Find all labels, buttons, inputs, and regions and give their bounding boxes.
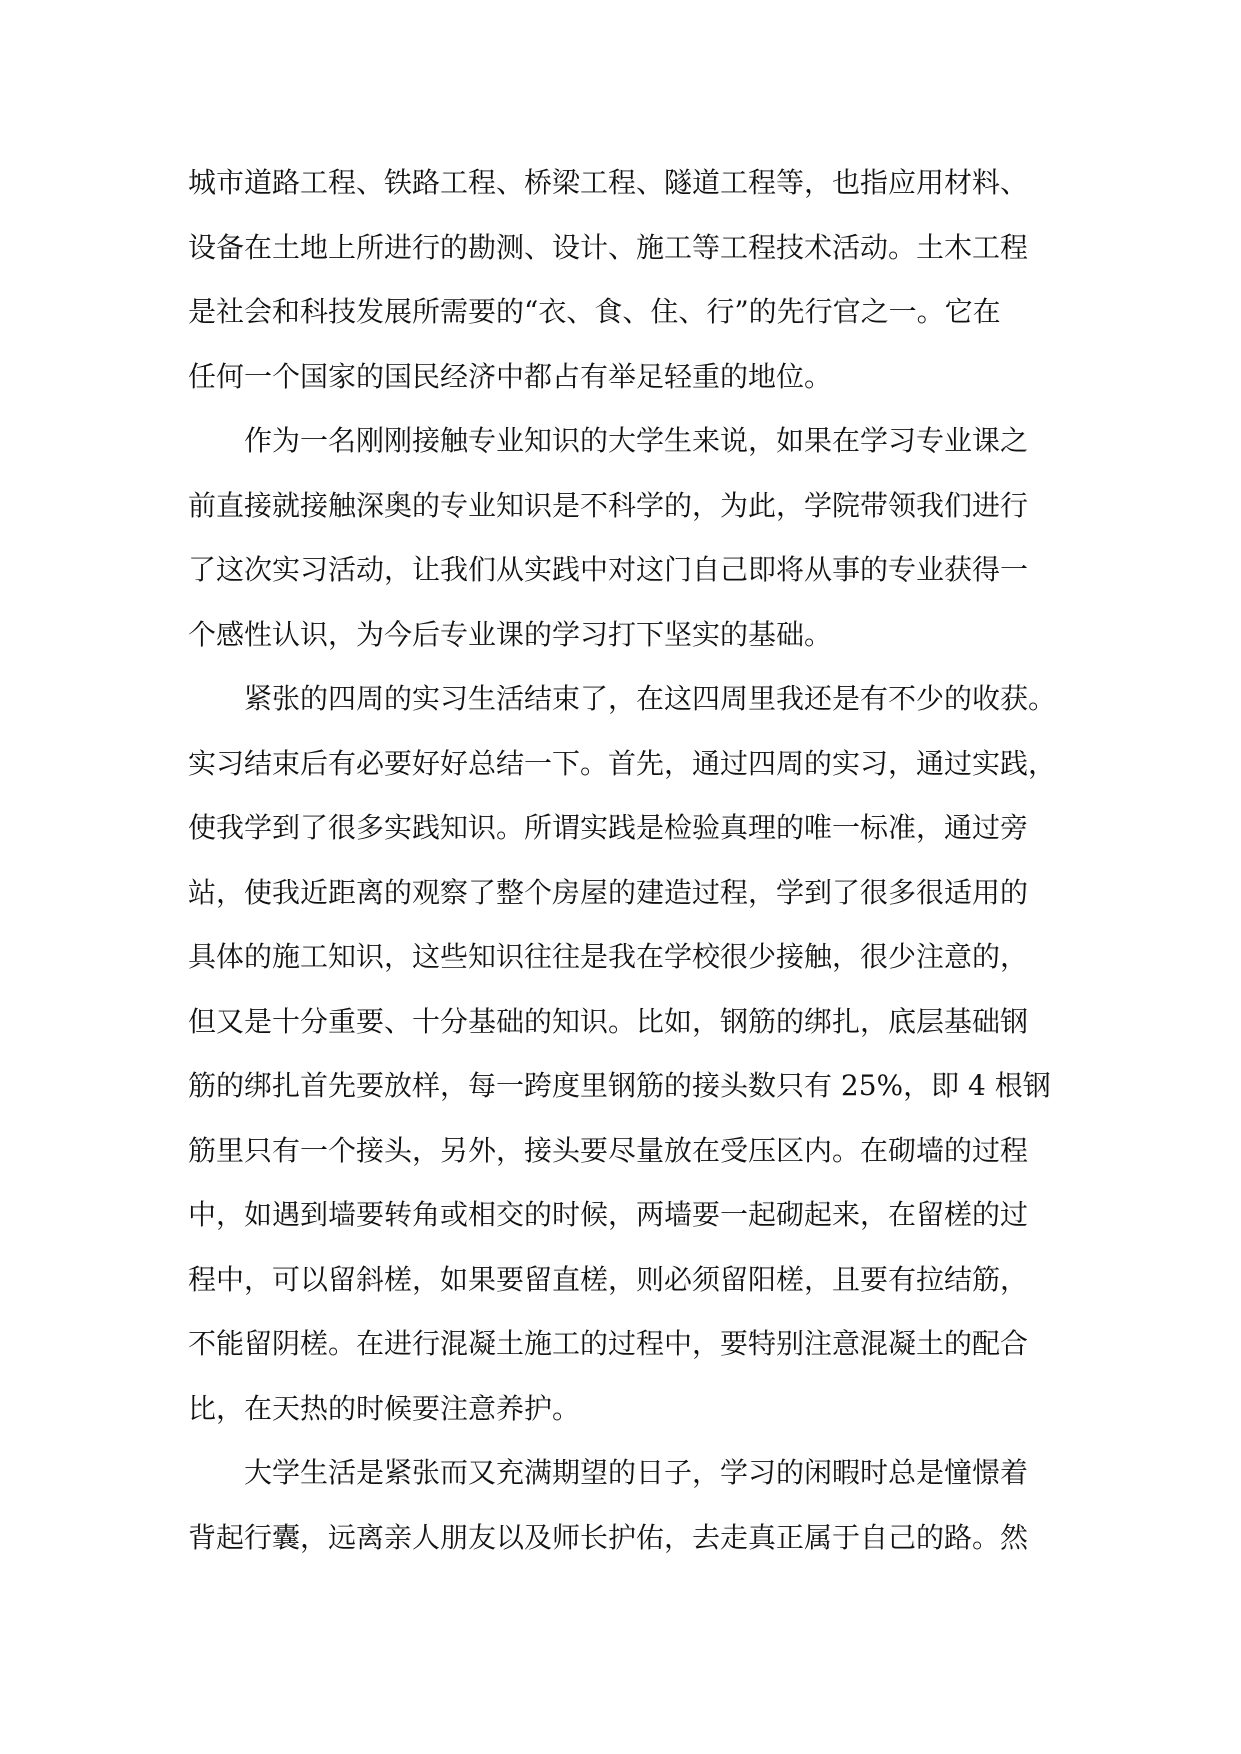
text-line: 背起行囊，远离亲人朋友以及师长护佑，去走真正属于自己的路。然 — [188, 1520, 1029, 1554]
text-line: 任何一个国家的国民经济中都占有举足轻重的地位。 — [188, 359, 833, 393]
text-line: 比，在天热的时候要注意养护。 — [188, 1391, 581, 1425]
text-line: 实习结束后有必要好好总结一下。首先，通过四周的实习，通过实践， — [188, 746, 1057, 780]
text-line: 是社会和科技发展所需要的“衣、食、住、行”的先行官之一。它在 — [188, 295, 1001, 328]
text-line: 程中，可以留斜槎，如果要留直槎，则必须留阳槎，且要有拉结筋， — [188, 1262, 1029, 1296]
text-line: 城市道路工程、铁路工程、桥梁工程、隧道工程等，也指应用材料、 — [188, 166, 1029, 199]
text-line: 中，如遇到墙要转角或相交的时候，两墙要一起砌起来，在留槎的过 — [188, 1198, 1029, 1231]
text-line: 了这次实习活动，让我们从实践中对这门自己即将从事的专业获得一 — [188, 553, 1029, 586]
text-line: 筋的绑扎首先要放样，每一跨度里钢筋的接头数只有 25%，即 4 根钢 — [188, 1069, 1051, 1102]
document-body — [188, 151, 1098, 1570]
text-line: 不能留阴槎。在进行混凝土施工的过程中，要特别注意混凝土的配合 — [188, 1327, 1029, 1360]
text-line: 具体的施工知识，这些知识往往是我在学校很少接触，很少注意的， — [188, 940, 1029, 973]
text-line: 筋里只有一个接头，另外，接头要尽量放在受压区内。在砌墙的过程 — [188, 1133, 1029, 1167]
text-line: 使我学到了很多实践知识。所谓实践是检验真理的唯一标准，通过旁 — [188, 811, 1029, 844]
text-line: 但又是十分重要、十分基础的知识。比如，钢筋的绑扎，底层基础钢 — [188, 1004, 1029, 1038]
text-line: 设备在土地上所进行的勘测、设计、施工等工程技术活动。土木工程 — [188, 230, 1029, 264]
paragraph-first-line: 大学生活是紧张而又充满期望的日子，学习的闲暇时总是憧憬着 — [244, 1456, 1029, 1489]
text-line: 前直接就接触深奥的专业知识是不科学的，为此，学院带领我们进行 — [188, 488, 1029, 522]
paragraph-first-line: 作为一名刚刚接触专业知识的大学生来说，如果在学习专业课之 — [244, 424, 1029, 457]
text-line: 站，使我近距离的观察了整个房屋的建造过程，学到了很多很适用的 — [188, 875, 1029, 909]
paragraph-first-line: 紧张的四周的实习生活结束了，在这四周里我还是有不少的收获。 — [244, 682, 1057, 715]
text-line: 个感性认识，为今后专业课的学习打下坚实的基础。 — [188, 617, 833, 651]
